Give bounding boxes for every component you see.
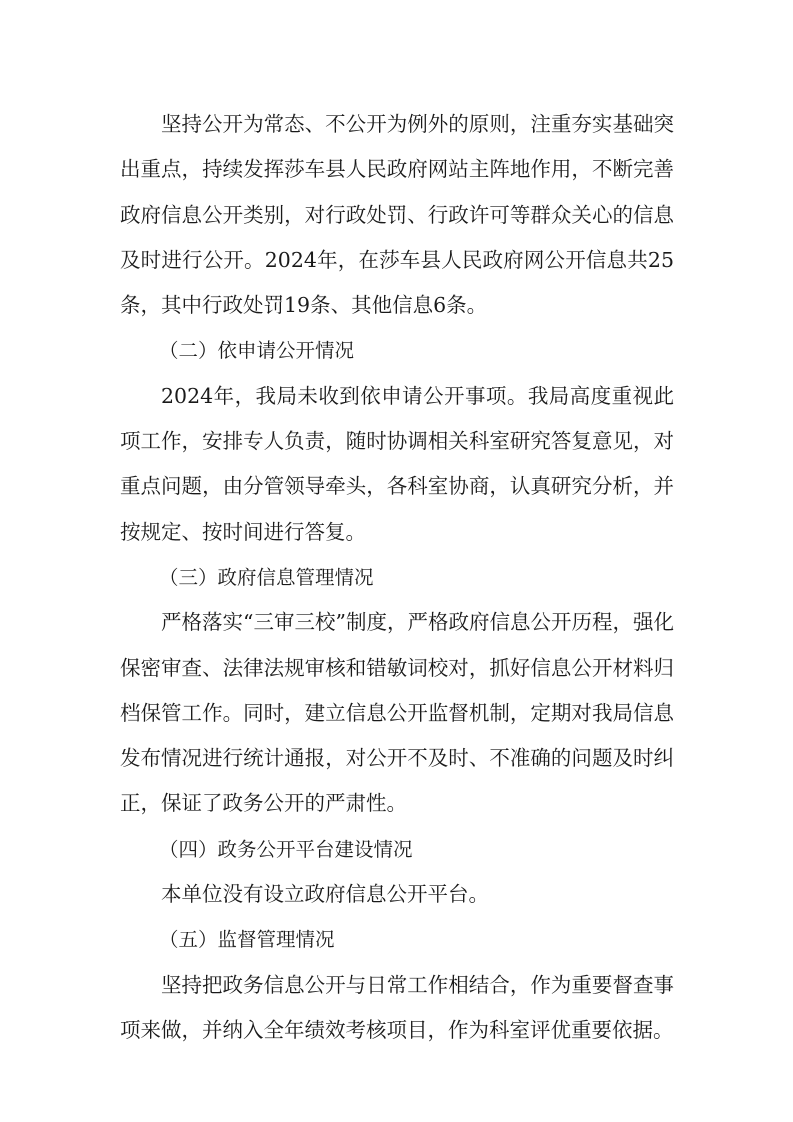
section-heading-platform-construction: （四）政务公开平台建设情况: [159, 837, 413, 861]
paragraph-information-management: 严格落实“三审三校”制度，严格政府信息公开历程，强化保密审查、法律法规审核和错敏词校对，抓好信息公开材料归档保管工作。同时，建立信息公开监督机制，定期对我局信息发布情况进行统计通报，对公开不及时、不准确的问题及时纠正，保证了政务公开的严肃性。: [120, 610, 674, 816]
section-heading-information-management: （三）政府信息管理情况: [159, 565, 374, 589]
document-body: [120, 102, 674, 1053]
section-heading-supervision: （五）监督管理情况: [159, 928, 335, 952]
paragraph-public-disclosure: 坚持公开为常态、不公开为例外的原则，注重夯实基础突出重点，持续发挥莎车县人民政府网站主阵地作用，不断完善政府信息公开类别，对行政处罚、行政许可等群众关心的信息及时进行公开。2024年，在莎车县人民政府网公开信息共25条，其中行政处罚19条、其他信息6条。: [120, 112, 674, 318]
paragraph-supervision: 坚持把政务信息公开与日常工作相结合，作为重要督查事项来做，并纳入全年绩效考核项目，作为科室评优重要依据。: [120, 972, 674, 1042]
section-heading-application-disclosure: （二）依申请公开情况: [159, 339, 355, 363]
paragraph-platform-construction: 本单位没有设立政府信息公开平台。: [161, 882, 489, 907]
paragraph-application-disclosure: 2024年，我局未收到依申请公开事项。我局高度重视此项工作，安排专人负责，随时协调相关科室研究答复意见，对重点问题，由分管领导牵头，各科室协商，认真研究分析，并按规定、按时间进行答复。: [120, 383, 674, 544]
